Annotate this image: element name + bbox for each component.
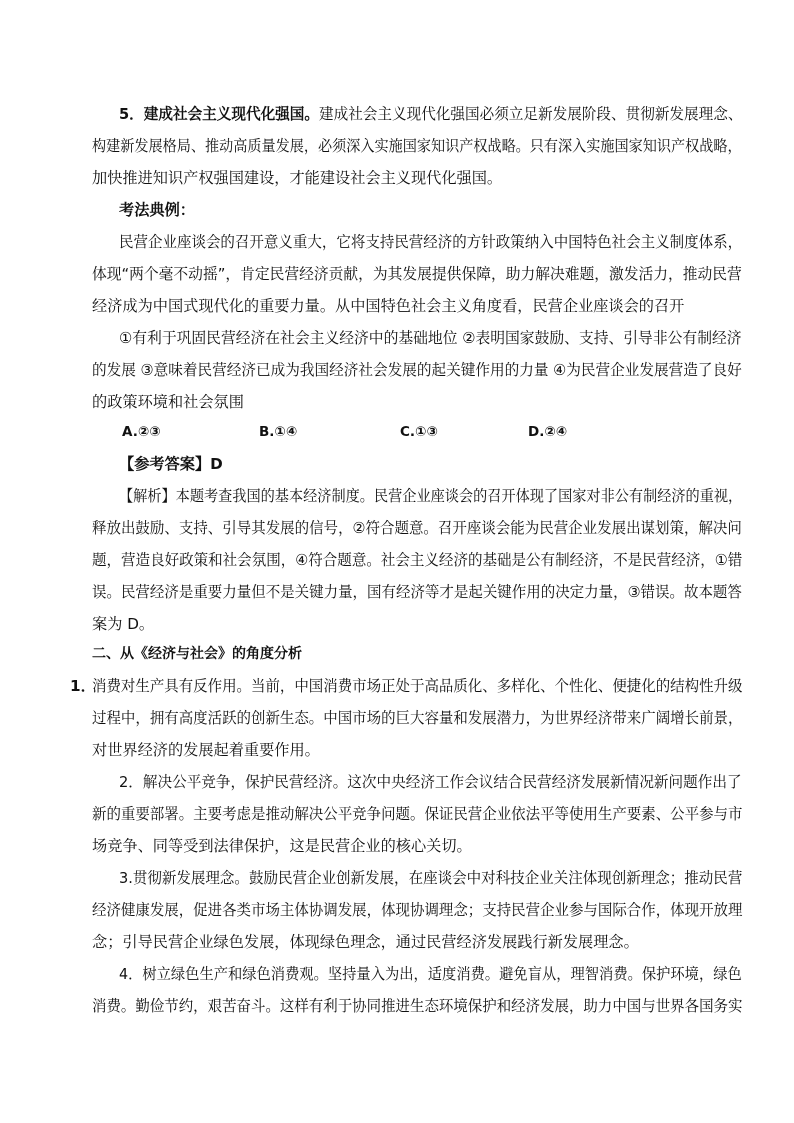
example-heading: 考法典例： [119,201,195,219]
option-b: B.①④ [259,424,298,440]
option-d: D.②④ [528,424,568,440]
example-statement-line: 的政策环境和社会氛围 [92,393,244,411]
item1-number: 1． [70,677,96,695]
option-c: C.①③ [400,424,438,440]
analysis-line: 题，营造良好政策和社会氛围，④符合题意。社会主义经济的基础是公有制经济，不是民营经济，①错 [92,551,743,569]
item3-line: 念；引导民营企业绿色发展，体现绿色理念，通过民营经济发展践行新发展理念。 [92,933,639,951]
option-a: A.②③ [122,424,161,440]
item4-line: 4．树立绿色生产和绿色消费观。坚持量入为出，适度消费。避免盲从，理智消费。保护环境，绿色 [119,965,742,983]
item4-line: 消费。勤俭节约，艰苦奋斗。这样有利于协同推进生态环境保护和经济发展，助力中国与世界各国务实 [92,997,743,1015]
part2-heading: 二、从《经济与社会》的角度分析 [92,646,302,662]
example-stem-line: 经济成为中国式现代化的重要力量。从中国特色社会主义角度看，民营企业座谈会的召开 [92,297,685,315]
section5-title: 5．建成社会主义现代化强国。 [119,105,319,123]
reference-answer: 【参考答案】D [119,455,223,473]
item2-line: 新的重要部署。主要考虑是推动解决公平竞争问题。保证民营企业依法平等使用生产要素、公平参与市 [92,805,743,823]
item2-line: 2．解决公平竞争，保护民营经济。这次中央经济工作会议结合民营经济发展新情况新问题作出了 [119,773,742,791]
item1-line: 过程中，拥有高度活跃的创新生态。中国市场的巨大容量和发展潜力，为世界经济带来广阔增长前景， [92,709,743,727]
section5-line-2: 构建新发展格局、推动高质量发展，必须深入实施国家知识产权战略。只有深入实施国家知识产权战略， [92,137,742,155]
item3-line: 经济健康发展，促进各类市场主体协调发展，体现协调理念；支持民营企业参与国际合作，体现开放理 [92,901,743,919]
section5-line-1: 5．建成社会主义现代化强国。建成社会主义现代化强国必须立足新发展阶段、贯彻新发展理念、 [119,105,743,123]
item1-line: 消费对生产具有反作用。当前，中国消费市场正处于高品质化、多样化、个性化、便捷化的结构性升级 [92,677,743,695]
example-stem-line: 体现“两个毫不动摇”，肯定民营经济贡献，为其发展提供保障，助力解决难题，激发活力，推动民营 [92,265,742,283]
analysis-line: 释放出鼓励、支持、引导其发展的信号，②符合题意。召开座谈会能为民营企业发展出谋划策，解决问 [92,519,742,537]
section5-line-3: 加快推进知识产权强国建设，才能建设社会主义现代化强国。 [92,169,503,187]
example-stem-line: 民营企业座谈会的召开意义重大，它将支持民营经济的方针政策纳入中国特色社会主义制度体系， [119,233,743,251]
example-statement-line: 的发展 ③意味着民营经济已成为我国经济社会发展的起关键作用的力量 ④为民营企业发展营造了良好 [92,361,742,379]
item3-line: 3.贯彻新发展理念。鼓励民营企业创新发展，在座谈会中对科技企业关注体现创新理念；推动民营 [119,869,743,887]
analysis-line: 误。民营经济是重要力量但不是关键力量，国有经济等才是起关键作用的决定力量，③错误。故本题答 [92,583,742,601]
item2-line: 场竞争、同等受到法律保护，这是民营企业的核心关切。 [92,837,472,855]
item1-line: 对世界经济的发展起着重要作用。 [92,741,320,759]
analysis-line: 【解析】本题考查我国的基本经济制度。民营企业座谈会的召开体现了国家对非公有制经济的重视， [119,487,743,505]
example-statement-line: ①有利于巩固民营经济在社会主义经济中的基础地位 ②表明国家鼓励、支持、引导非公有制经济 [119,329,742,347]
analysis-line: 案为 D。 [92,615,155,633]
